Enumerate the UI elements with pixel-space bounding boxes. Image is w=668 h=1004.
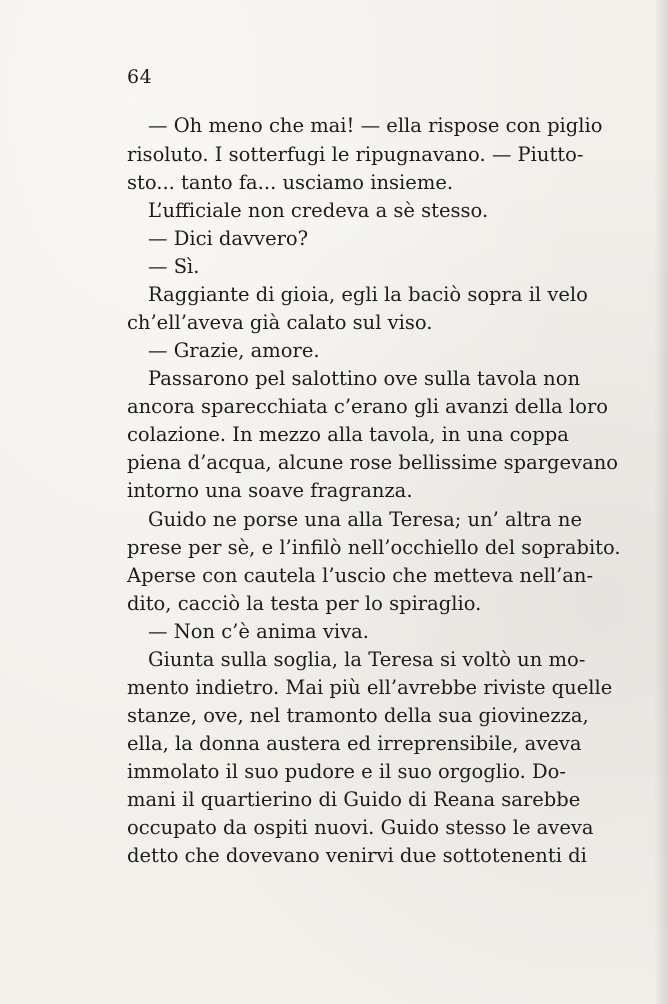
text-line-16: prese per sè, e l’infilò nell’occhiello del soprabito. xyxy=(127,536,621,559)
text-line-7: Raggiante di gioia, egli la baciò sopra il velo xyxy=(148,283,588,306)
text-line-13: piena d’acqua, alcune rose bellissime spargevano xyxy=(127,451,618,474)
text-line-9: — Grazie, amore. xyxy=(148,339,320,362)
text-line-1: — Oh meno che mai! — ella rispose con piglio xyxy=(148,114,603,137)
page-number: 64 xyxy=(127,66,153,88)
text-line-25: mani il quartierino di Guido di Reana sarebbe xyxy=(127,788,581,811)
text-line-2: risoluto. I sotterfugi le ripugnavano. — Piutto- xyxy=(127,143,584,166)
text-line-6: — Sì. xyxy=(148,255,200,278)
text-line-20: Giunta sulla soglia, la Teresa si voltò un mo- xyxy=(148,648,586,671)
text-line-12: colazione. In mezzo alla tavola, in una coppa xyxy=(127,423,569,446)
text-line-19: — Non c’è anima viva. xyxy=(148,620,369,643)
text-line-24: immolato il suo pudore e il suo orgoglio. Do- xyxy=(127,760,567,783)
text-line-5: — Dici davvero? xyxy=(148,227,309,250)
text-line-22: stanze, ove, nel tramonto della sua giovinezza, xyxy=(127,704,589,727)
text-line-23: ella, la donna austera ed irreprensibile, aveva xyxy=(127,732,582,755)
page-edge-shadow xyxy=(654,0,668,1004)
text-line-3: sto... tanto fa... usciamo insieme. xyxy=(127,171,454,194)
text-line-21: mento indietro. Mai più ell’avrebbe riviste quelle xyxy=(127,676,613,699)
text-line-4: L’ufficiale non credeva a sè stesso. xyxy=(148,199,489,222)
text-line-14: intorno una soave fragranza. xyxy=(127,479,413,502)
text-line-11: ancora sparecchiata c’erano gli avanzi della loro xyxy=(127,395,609,418)
text-line-17: Aperse con cautela l’uscio che metteva nell’an- xyxy=(127,564,594,587)
text-line-10: Passarono pel salottino ove sulla tavola non xyxy=(148,367,581,390)
text-line-15: Guido ne porse una alla Teresa; un’ altra ne xyxy=(148,508,582,531)
text-line-27: detto che dovevano venirvi due sottotenenti di xyxy=(127,844,587,867)
text-line-18: dito, cacciò la testa per lo spiraglio. xyxy=(127,592,482,615)
text-line-8: ch’ell’aveva già calato sul viso. xyxy=(127,311,433,334)
text-line-26: occupato da ospiti nuovi. Guido stesso le aveva xyxy=(127,816,594,839)
